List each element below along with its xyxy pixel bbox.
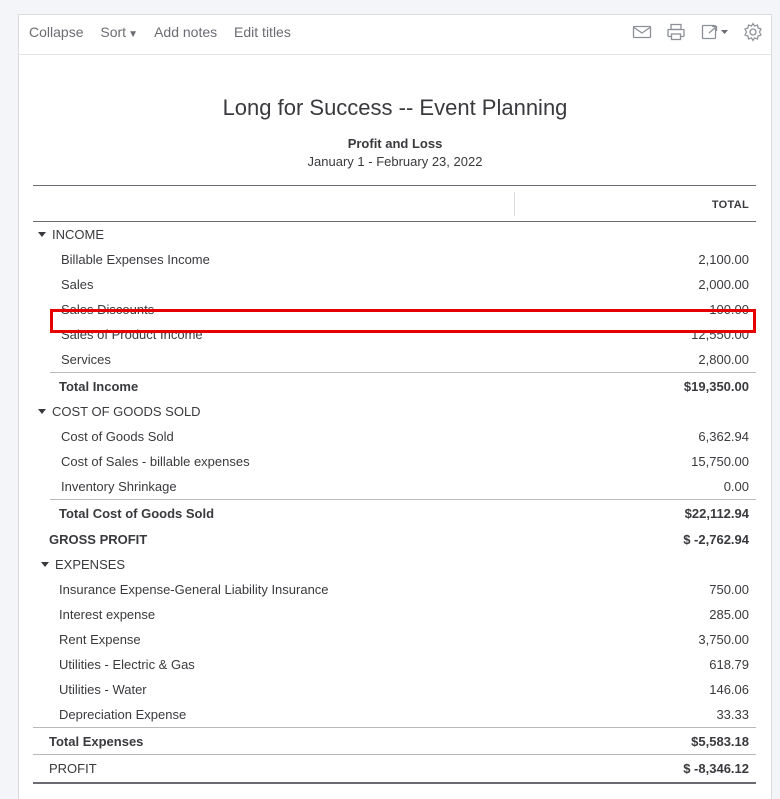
- row-label: Total Expenses: [49, 734, 144, 749]
- collapse-triangle-icon[interactable]: [38, 409, 46, 414]
- row-label: GROSS PROFIT: [49, 532, 148, 547]
- print-icon[interactable]: [666, 23, 686, 41]
- row-label: Sales: [61, 277, 94, 292]
- section-label: COST OF GOODS SOLD: [52, 404, 201, 419]
- row-amount[interactable]: $5,583.18: [691, 734, 749, 749]
- row-label: Interest expense: [59, 607, 156, 622]
- row-amount[interactable]: 2,000.00: [698, 277, 749, 292]
- row-label: Sales of Product Income: [61, 327, 203, 342]
- table-header: [33, 185, 756, 222]
- table-row[interactable]: [33, 474, 756, 499]
- row-label: Cost of Goods Sold: [61, 429, 174, 444]
- collapse-link[interactable]: Collapse: [29, 24, 84, 40]
- report-name[interactable]: Profit and Loss: [347, 136, 443, 151]
- email-icon[interactable]: [632, 24, 652, 40]
- row-amount[interactable]: 3,750.00: [698, 632, 749, 647]
- row-label: Rent Expense: [59, 632, 141, 647]
- gear-icon[interactable]: [743, 22, 763, 42]
- section-label: EXPENSES: [55, 557, 126, 572]
- table-row[interactable]: [33, 424, 756, 449]
- row-amount[interactable]: $ -8,346.12: [683, 761, 749, 776]
- table-row-sales-discounts[interactable]: [33, 297, 756, 322]
- table-row[interactable]: [33, 322, 756, 347]
- report-toolbar: [19, 15, 771, 55]
- total-column-header[interactable]: TOTAL: [711, 199, 749, 211]
- row-label: Billable Expenses Income: [61, 252, 210, 267]
- row-label: Depreciation Expense: [59, 707, 187, 722]
- row-label: Total Income: [59, 379, 139, 394]
- section-expenses[interactable]: [33, 552, 756, 577]
- row-amount[interactable]: 285.00: [709, 607, 749, 622]
- row-amount[interactable]: 15,750.00: [691, 454, 749, 469]
- row-amount[interactable]: $ -2,762.94: [683, 532, 749, 547]
- row-label: Total Cost of Goods Sold: [59, 506, 215, 521]
- total-cogs-row[interactable]: [50, 499, 756, 526]
- add-notes-link[interactable]: Add notes: [154, 24, 218, 40]
- row-label: Utilities - Water: [59, 682, 147, 697]
- row-label: Cost of Sales - billable expenses: [61, 454, 250, 469]
- collapse-triangle-icon[interactable]: [41, 562, 49, 567]
- table-row[interactable]: [33, 677, 756, 702]
- table-row[interactable]: [33, 702, 756, 727]
- row-amount[interactable]: 146.06: [709, 682, 749, 697]
- sort-dropdown[interactable]: [100, 24, 138, 40]
- row-amount[interactable]: 750.00: [709, 582, 749, 597]
- sort-label: Sort: [100, 24, 127, 40]
- section-cogs[interactable]: [33, 399, 756, 424]
- table-row[interactable]: [33, 449, 756, 474]
- row-amount[interactable]: 6,362.94: [698, 429, 749, 444]
- section-income[interactable]: [33, 222, 756, 247]
- total-expenses-row[interactable]: [33, 727, 756, 754]
- export-icon[interactable]: [701, 23, 729, 41]
- table-row[interactable]: [33, 577, 756, 602]
- table-row[interactable]: [33, 602, 756, 627]
- report-panel: [18, 14, 772, 799]
- edit-titles-link[interactable]: Edit titles: [234, 24, 291, 40]
- table-row[interactable]: [33, 652, 756, 677]
- row-label: Inventory Shrinkage: [61, 479, 177, 494]
- row-amount[interactable]: 33.33: [716, 707, 749, 722]
- column-divider[interactable]: [514, 192, 515, 216]
- row-label: Sales Discounts: [61, 302, 155, 317]
- table-row[interactable]: [33, 627, 756, 652]
- report-table: [33, 185, 756, 784]
- gross-profit-row[interactable]: [33, 526, 756, 552]
- row-amount[interactable]: 2,800.00: [698, 352, 749, 367]
- row-label: Services: [61, 352, 111, 367]
- row-label: PROFIT: [49, 761, 97, 776]
- row-label: Insurance Expense-General Liability Insurance: [59, 582, 329, 597]
- row-amount[interactable]: -100.00: [704, 302, 749, 317]
- row-amount[interactable]: 618.79: [709, 657, 749, 672]
- row-amount[interactable]: $19,350.00: [683, 379, 749, 394]
- section-label: INCOME: [52, 227, 104, 242]
- company-title[interactable]: Long for Success -- Event Planning: [222, 95, 568, 120]
- row-amount[interactable]: 0.00: [723, 479, 749, 494]
- collapse-triangle-icon[interactable]: [38, 232, 46, 237]
- caret-down-icon: ▼: [128, 29, 138, 40]
- row-amount[interactable]: 12,550.00: [691, 327, 749, 342]
- row-label: Utilities - Electric & Gas: [59, 657, 195, 672]
- row-amount[interactable]: 2,100.00: [698, 252, 749, 267]
- report-period[interactable]: January 1 - February 23, 2022: [307, 154, 483, 169]
- row-amount[interactable]: $22,112.94: [684, 506, 749, 521]
- table-row[interactable]: [33, 247, 756, 272]
- profit-row[interactable]: [33, 754, 756, 784]
- table-row[interactable]: [33, 272, 756, 297]
- table-row[interactable]: [33, 347, 756, 372]
- total-income-row[interactable]: [50, 372, 756, 399]
